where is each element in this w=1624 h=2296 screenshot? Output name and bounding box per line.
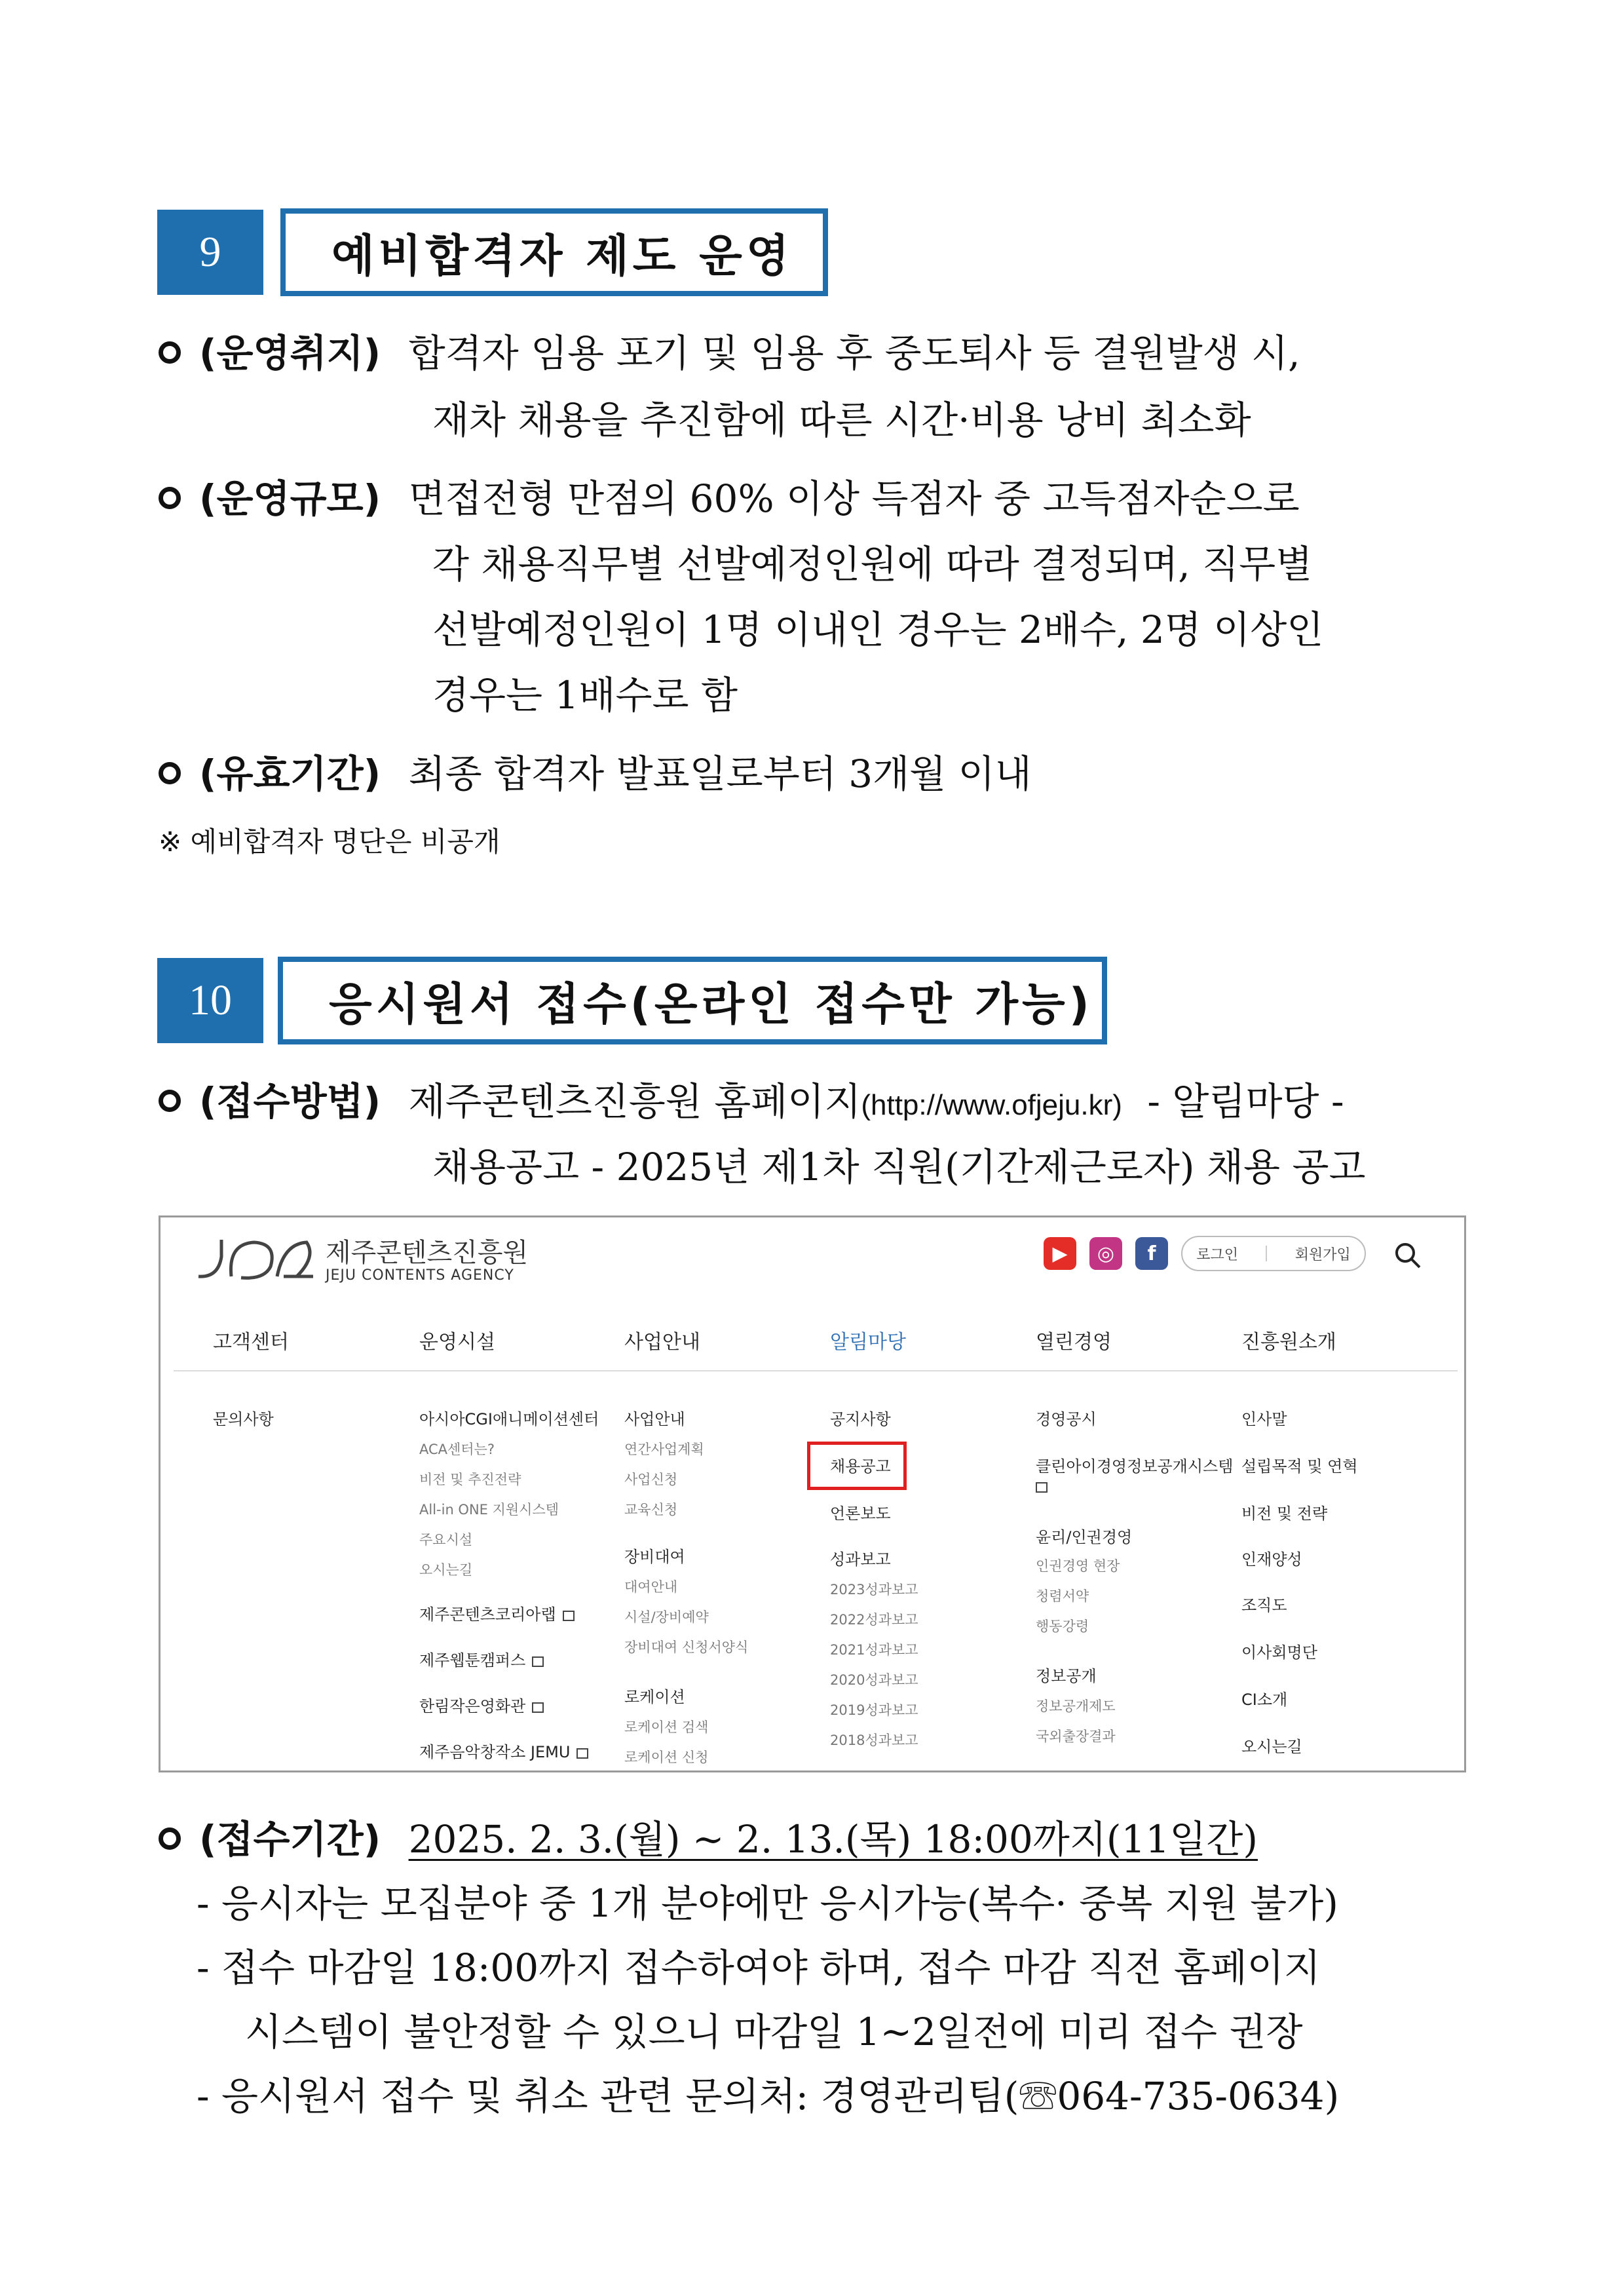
submenu-item[interactable]: All-in ONE 지원시스템 (419, 1502, 559, 1518)
dash-item: - 접수 마감일 18:00까지 접수하여야 하며, 접수 마감 직전 홈페이지 (197, 1945, 1321, 1990)
submenu-item[interactable]: 2022성과보고 (830, 1612, 918, 1628)
menu-aca[interactable]: 아시아CGI애니메이션센터 (419, 1410, 599, 1428)
menu-business[interactable]: 사업안내 (624, 1410, 685, 1428)
item-label: (운영규모) (199, 476, 381, 521)
submenu-item[interactable]: 연간사업계획 (624, 1442, 704, 1457)
submenu-item[interactable]: 시설/장비예약 (624, 1609, 709, 1625)
search-icon[interactable] (1392, 1240, 1424, 1271)
signup-link[interactable]: 회원가입 (1294, 1246, 1351, 1263)
dash-item-cont: 시스템이 불안정할 수 있으니 마감일 1~2일전에 미리 접수 권장 (245, 2010, 1303, 2054)
menu-cleaneye[interactable] (1036, 1453, 1233, 1476)
item-text: 합격자 임용 포기 및 임용 후 중도퇴사 등 결원발생 시, (408, 331, 1300, 375)
submenu-item[interactable]: 로케이션 신청 (624, 1750, 709, 1765)
item-label: (운영취지) (199, 331, 381, 375)
period-value: 2025. 2. 3.(월) ~ 2. 13.(목) 18:00까지(11일간) (408, 1817, 1258, 1862)
item-label: (접수방법) (199, 1079, 381, 1124)
menu-inquiry[interactable]: 문의사항 (213, 1410, 274, 1428)
menu-label: 제주음악창작소 JEMU (419, 1743, 571, 1761)
menu-label: 클린아이경영정보공개시스템 (1036, 1457, 1234, 1476)
homepage-url-link[interactable]: (http://www.ofjeju.kr) (861, 1089, 1122, 1121)
nav-business[interactable]: 사업안내 (624, 1331, 700, 1354)
submenu-item[interactable]: ACA센터는? (419, 1442, 495, 1457)
submenu-item[interactable]: 2019성과보고 (830, 1702, 918, 1718)
menu-history[interactable]: 설립목적 및 연혁 (1241, 1457, 1358, 1476)
external-link-icon (1036, 1482, 1048, 1493)
dash-item: - 응시원서 접수 및 취소 관련 문의처: 경영관리팀(☏064-735-0634) (197, 2074, 1340, 2118)
item-label: (유효기간) (199, 752, 381, 796)
auth-links (1181, 1236, 1366, 1271)
circle-bullet-icon (159, 341, 181, 364)
menu-greeting[interactable]: 인사말 (1241, 1410, 1287, 1428)
menu-label: 제주웹툰캠퍼스 (419, 1651, 526, 1670)
submenu-item[interactable]: 사업신청 (624, 1472, 678, 1487)
item-scale (159, 476, 1300, 521)
circle-bullet-icon (159, 762, 181, 784)
logo-subtitle: JEJU CONTENTS AGENCY (326, 1267, 514, 1284)
menu-notices[interactable]: 공지사항 (830, 1410, 891, 1428)
item-text: 최종 합격자 발표일로부터 3개월 이내 (408, 752, 1032, 796)
external-link-icon (532, 1656, 544, 1667)
item-label: (접수기간) (199, 1817, 381, 1862)
external-link-icon (563, 1611, 575, 1621)
submenu-item[interactable]: 주요시설 (419, 1532, 473, 1548)
submenu-item[interactable]: 정보공개제도 (1036, 1698, 1116, 1714)
menu-ci[interactable]: CI소개 (1241, 1691, 1288, 1709)
menu-disclosure[interactable]: 경영공시 (1036, 1410, 1097, 1428)
submenu-item[interactable]: 오시는길 (419, 1562, 473, 1578)
facebook-icon[interactable]: f (1135, 1237, 1168, 1270)
item-text-cont: 경우는 1배수로 함 (432, 673, 738, 718)
menu-label: 한림작은영화관 (419, 1697, 526, 1715)
logo-title: 제주콘텐츠진흥원 (326, 1238, 529, 1268)
submenu-item[interactable]: 장비대여 신청서양식 (624, 1639, 749, 1655)
menu-org[interactable]: 조직도 (1241, 1596, 1287, 1615)
external-link-icon (532, 1702, 544, 1713)
youtube-icon[interactable]: ▶ (1044, 1237, 1076, 1270)
submenu-item[interactable]: 대여안내 (624, 1579, 678, 1595)
external-link-icon (576, 1748, 588, 1759)
menu-link-ext[interactable] (419, 1647, 544, 1670)
menu-link-ext[interactable] (419, 1739, 588, 1762)
menu-press[interactable]: 언론보도 (830, 1504, 891, 1523)
item-text: - 알림마당 - (1147, 1079, 1344, 1124)
item-text-cont: 선발예정인원이 1명 이내인 경우는 2배수, 2명 이상인 (432, 607, 1324, 652)
submenu-item[interactable]: 2018성과보고 (830, 1732, 918, 1748)
nav-notice[interactable]: 알림마당 (830, 1331, 906, 1354)
instagram-icon[interactable]: ◎ (1089, 1237, 1122, 1270)
item-validity (159, 752, 1032, 796)
login-link[interactable]: 로그인 (1196, 1246, 1238, 1263)
submenu-item[interactable]: 교육신청 (624, 1502, 678, 1518)
menu-talent[interactable]: 인재양성 (1241, 1550, 1302, 1569)
dash-item: - 응시자는 모집분야 중 1개 분야에만 응시가능(복수· 중복 지원 불가) (197, 1881, 1338, 1926)
recruitment-highlight (807, 1442, 907, 1490)
submenu-item[interactable]: 2023성과보고 (830, 1582, 918, 1598)
circle-bullet-icon (159, 487, 181, 509)
section-number: 10 (157, 958, 263, 1043)
submenu-item[interactable]: 비전 및 추진전략 (419, 1472, 521, 1487)
section-title: 예비합격자 제도 운영 (280, 208, 828, 296)
website-screenshot (159, 1215, 1466, 1772)
menu-equipment[interactable]: 장비대여 (624, 1548, 685, 1566)
item-text-cont: 각 채용직무별 선발예정인원에 따라 결정되며, 직무별 (432, 542, 1313, 586)
nav-customer[interactable]: 고객센터 (213, 1331, 289, 1354)
circle-bullet-icon (159, 1827, 181, 1850)
menu-vision[interactable]: 비전 및 전략 (1241, 1504, 1328, 1523)
item-text: 면접전형 만점의 60% 이상 득점자 중 고득점자순으로 (408, 476, 1300, 521)
circle-bullet-icon (159, 1090, 181, 1112)
nav-divider (174, 1370, 1458, 1371)
menu-link-ext[interactable] (419, 1693, 544, 1716)
jca-logo-icon (192, 1231, 316, 1290)
menu-board[interactable]: 이사회명단 (1241, 1643, 1317, 1662)
menu-performance[interactable]: 성과보고 (830, 1550, 891, 1569)
menu-label: 제주콘텐츠코리아랩 (419, 1605, 556, 1624)
submenu-item[interactable]: 2021성과보고 (830, 1642, 918, 1658)
submenu-item[interactable]: 인권경영 현장 (1036, 1558, 1120, 1574)
menu-ethics[interactable]: 윤리/인권경영 (1036, 1528, 1133, 1546)
item-text-cont: 채용공고 - 2025년 제1차 직원(기간제근로자) 채용 공고 (432, 1145, 1366, 1189)
menu-directions[interactable]: 오시는길 (1241, 1738, 1302, 1756)
item-purpose (159, 331, 1481, 375)
menu-link-ext[interactable] (419, 1601, 575, 1624)
submenu-item[interactable]: 로케이션 검색 (624, 1719, 709, 1735)
nav-facilities[interactable]: 운영시설 (419, 1331, 495, 1354)
nav-about[interactable]: 진흥원소개 (1241, 1331, 1336, 1354)
submenu-item[interactable]: 국외출장결과 (1036, 1729, 1116, 1744)
item-period (159, 1817, 1258, 1862)
note-text: ※ 예비합격자 명단은 비공개 (159, 826, 500, 858)
menu-recruitment[interactable]: 채용공고 (830, 1457, 891, 1476)
section-title: 응시원서 접수(온라인 접수만 가능) (278, 957, 1107, 1044)
item-text-cont: 재차 채용을 추진함에 따른 시간·비용 낭비 최소화 (432, 398, 1251, 442)
menu-info[interactable]: 정보공개 (1036, 1667, 1097, 1685)
item-method (159, 1079, 1344, 1124)
item-text: 제주콘텐츠진흥원 홈페이지 (408, 1079, 861, 1124)
nav-management[interactable]: 열린경영 (1036, 1331, 1112, 1354)
section-number: 9 (157, 210, 263, 295)
submenu-item[interactable]: 청렴서약 (1036, 1588, 1089, 1604)
submenu-item[interactable]: 2020성과보고 (830, 1672, 918, 1688)
menu-location[interactable]: 로케이션 (624, 1688, 685, 1706)
divider (1266, 1246, 1267, 1261)
submenu-item[interactable]: 행동강령 (1036, 1618, 1089, 1634)
